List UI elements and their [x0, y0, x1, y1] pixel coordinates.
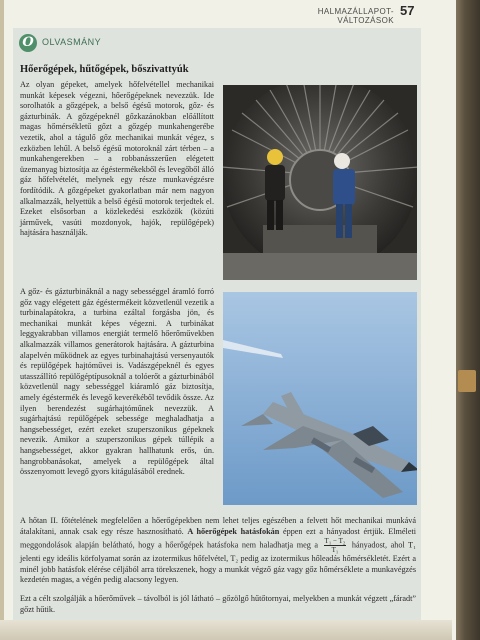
page-number: 57 — [400, 3, 415, 18]
page-tab-marker — [458, 370, 476, 392]
bottom-paragraph-2: Ezt a célt szolgálják a hőerőművek – távolból is jól látható – gőzölgő hűtőtornyai, melyekben a munkát végzett „fáradt” gőzt hűtik. — [20, 594, 416, 614]
fraction-denominator: T₁ — [331, 546, 339, 555]
reading-label: OLVASMÁNY — [42, 37, 102, 47]
jet-fighter-illustration — [223, 292, 417, 505]
bottom-paragraph-1 — [20, 516, 416, 586]
paragraph: Az olyan gépeket, amelyek hőfelvétellel mechanikai munkát képesek végezni, hőerőgépeknek nevezzük. Ide sorolhatók a gőzgépek, a belső égésű motorok, gőz- és gázturbinák. A gőzgépeknél gőzkazánokban előállított magas hőmérsékletű gőzt a gőzgép munkahengerébe vezetik, ahol a tágulő gőz mechanikai munkát végez, s ezközben lehűl. A belső égésű motoroknál zárt térben – a munkahengerekben – a robbanásszerűen elégetett üzemanyag biztosítja az égéstermékekből és levegőből álló gáz hőfelvételét, melynek egy része munkavégzésre fordítódik. A gőzgépeket gyakorlatban már nem nagyon alkalmazzák, helyettük a belső égésű motorok terjedtek el. Ezeket elsősorban a közlekedési eszközök (közúti járművek, vasúti mozdonyok, hajók, repülőgépek) hajtására használják. — [20, 80, 214, 238]
efficiency-fraction — [324, 537, 347, 554]
jet-fighter-photo — [223, 292, 417, 505]
text-run: A hőtan II. főtételének megfelelően a hőerőgépekben nem lehet teljes egészében a felvett hőt mechanikai munkává átalakítani, annak csak egy része hasznosítható. — [20, 516, 416, 536]
column-2-text — [20, 287, 214, 505]
page-bottom-shadow — [0, 620, 452, 640]
column-1-text — [20, 80, 214, 275]
section-title: HALMAZÁLLAPOT-VÁLTOZÁSOK — [317, 7, 394, 25]
fraction-numerator: T₁ − T₂ — [324, 537, 346, 546]
bold-term: A hőerőgépek hatásfokán — [187, 526, 280, 536]
book-page — [4, 0, 456, 640]
running-header — [4, 0, 456, 24]
binder-edge — [454, 0, 480, 640]
article-heading: Hőerőgépek, hűtőgépek, bőszivattyúk — [20, 64, 189, 75]
text-run: éppen ezt a hányadost értjük. Elméleti meggondolások alapján belátható, hogy a hőerőgépek hatásfoka nem haladhatja meg a — [20, 526, 417, 550]
reading-box — [13, 28, 421, 620]
turbine-illustration — [223, 85, 417, 280]
turbine-workers-photo — [223, 85, 417, 280]
paragraph: A gőz- és gázturbináknál a nagy sebességgel áramló forró gőz vagy elégetett gáz égéstermékeit közvetlenül vezetik a turbinalapátokra, a turbina ezáltal forgásba jön, és mechanikai munkát képes végezni. A turbinákat leggyakrabban villamos energiát termelő hőerőművekben alkalmazzák villamos generátorok hajtására. A gázturbina alapelvén működnek az egyes turbinahajtású versenyautók és repülőgépek hajtóművei is. Vadászgépeknél és egyes utasszállító repülőgéptípusoknál a tolóerőt a gázturbinából közvetlenül nagy sebességgel kiáramló gáz biztosítja, amely égéstermék és levegő keverékéből tevődik össze. Az ilyen berendezést sugárhajtóműnek nevezzük. A sugárhajtású repülőgépek sebessége meghaladhatja a hangsebességet, ezért ezeket szuperszonikus gépeknek nevezik. Amikor a szuperszonikus gépek túllépik a hangsebességet, akkor gyakran hallhatunk erős, ún. hangrobbanásokat, amelyek a repülőgépek által összenyomott levegő gyors kitágulásából erednek. — [20, 287, 214, 477]
text-run: hányadost, ahol T₁ jelenti egy ideális körfolyamat során az izotermikus hőfelvétel, T₂ pedig az izotermikus hőleadás hőmérsékletét. Ezért a minél jobb hatásfok elérése céljából arra törekszenek, hogy a munkát végző gáz vagy gőz hőmérséklete a munkavégzés kezdetén magas, a végén pedig alacsony legyen. — [20, 540, 416, 585]
reading-badge-icon: O — [19, 34, 37, 52]
